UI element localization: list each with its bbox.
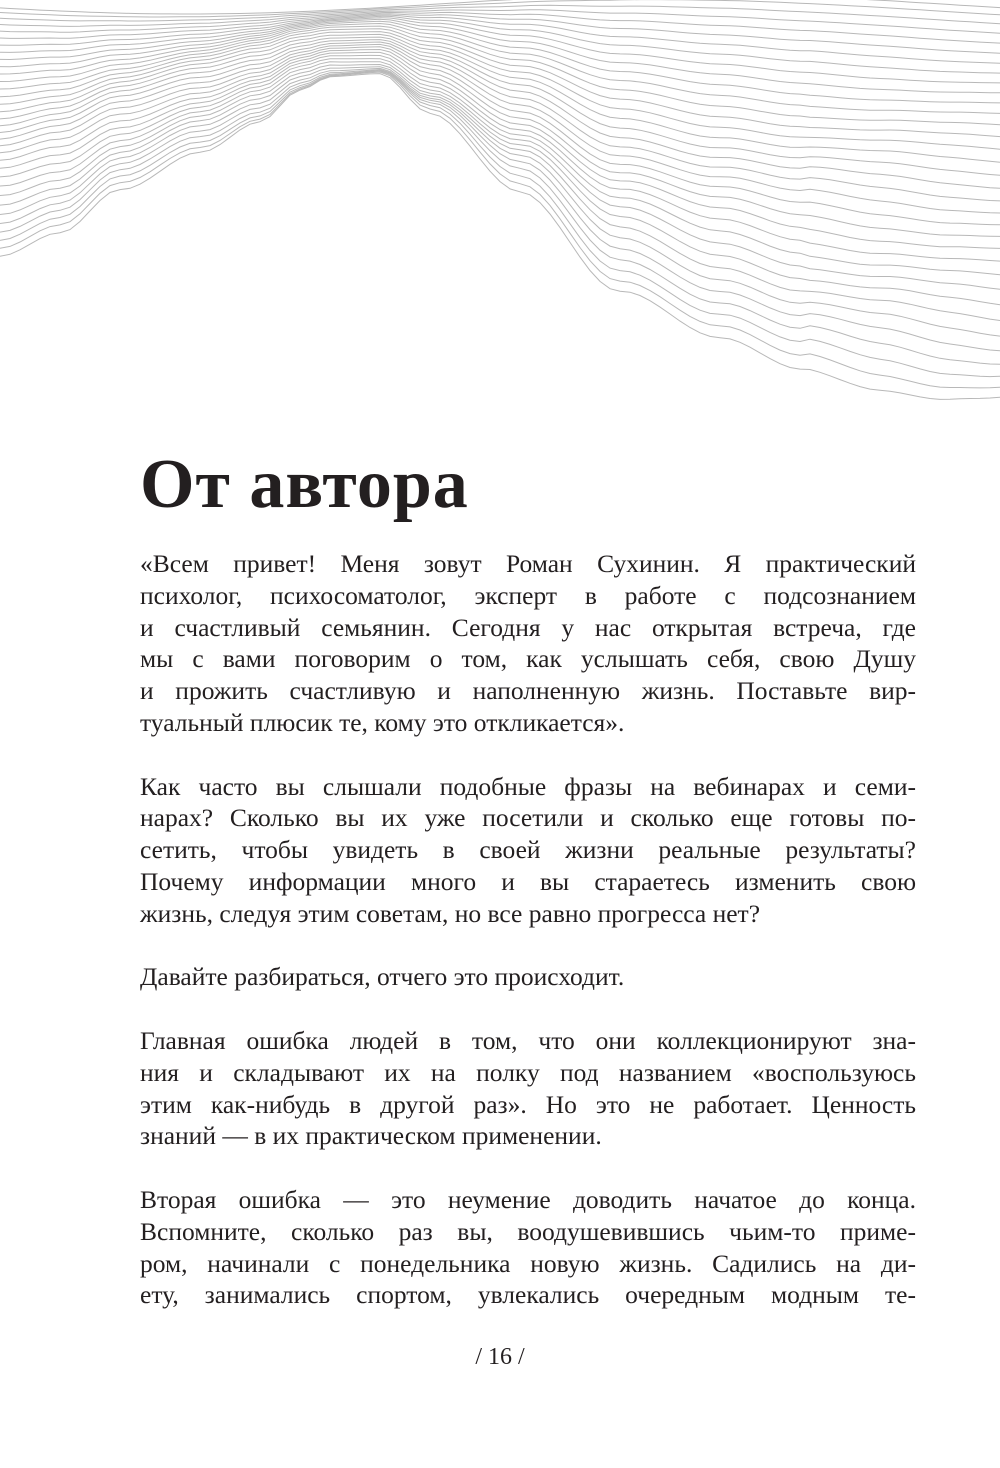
- page-number: / 16 /: [475, 1344, 525, 1370]
- paragraph: [140, 961, 916, 993]
- text-line: жизнь, следуя этим советам, но все равно прогресса нет?: [140, 898, 761, 928]
- text-line: и счастливый семьянин. Сегодня у нас открытая встреча, где: [140, 612, 916, 642]
- text-line: Вспомните, сколько раз вы, воодушевившись чьим-то приме-: [140, 1216, 916, 1246]
- text-line: Почему информации много и вы стараетесь изменить свою: [140, 866, 916, 896]
- text-line: нарах? Сколько вы их уже посетили и сколько еще готовы по-: [140, 803, 916, 833]
- text-line: «Всем привет! Меня зовут Роман Сухинин. Я практический: [140, 549, 916, 578]
- wave-line: [0, 67, 1000, 321]
- wave-line: [0, 55, 1000, 261]
- wave-line: [0, 44, 1000, 213]
- text-line: Главная ошибка людей в том, что они коллекционируют зна-: [140, 1025, 916, 1055]
- text-line: ния и складывают их на полку под названием «воспользуюсь: [140, 1057, 916, 1087]
- body-text: [140, 548, 916, 1343]
- text-line: сетить, чтобы увидеть в своей жизни реальные результаты?: [140, 835, 916, 865]
- text-line: ету, занимались спортом, увлекались очередным модным те-: [140, 1280, 916, 1310]
- wave-line: [0, 68, 1000, 336]
- text-line: мы с вами поговорим о том, как услышать себя, свою Душу: [140, 644, 916, 674]
- paragraph: [140, 1184, 916, 1311]
- text-line: психолог, психосоматолог, эксперт в работе с подсознанием: [140, 580, 916, 610]
- text-line: ром, начинали с понедельника новую жизнь. Садились на ди-: [140, 1248, 916, 1278]
- text-line: туальный плюсик те, кому это откликается».: [140, 707, 625, 737]
- text-line: этим как-нибудь в другой раз». Но это не работает. Ценность: [140, 1089, 916, 1119]
- text-line: Давайте разбираться, отчего это происходит.: [140, 962, 625, 992]
- wave-line: [0, 47, 1000, 225]
- wave-line: [0, 26, 1000, 125]
- wave-line: [0, 74, 1000, 400]
- chapter-title: От автора: [140, 446, 469, 523]
- wave-line: [0, 52, 1000, 248]
- paragraph: [140, 771, 916, 930]
- wave-line: [0, 42, 1000, 201]
- text-line: Вторая ошибка — это неумение доводить начатое до конца.: [140, 1184, 916, 1214]
- paragraph: [140, 1025, 916, 1152]
- wave-line: [0, 18, 1000, 83]
- decorative-wave-lines: [0, 0, 1000, 420]
- text-line: знаний — в их практическом применении.: [140, 1121, 602, 1151]
- wave-line: [0, 65, 1000, 305]
- text-line: Как часто вы слышали подобные фразы на вебинарах и семи-: [140, 771, 916, 801]
- text-line: и прожить счастливую и наполненную жизнь. Поставьте вир-: [140, 676, 916, 706]
- paragraph: [140, 548, 916, 739]
